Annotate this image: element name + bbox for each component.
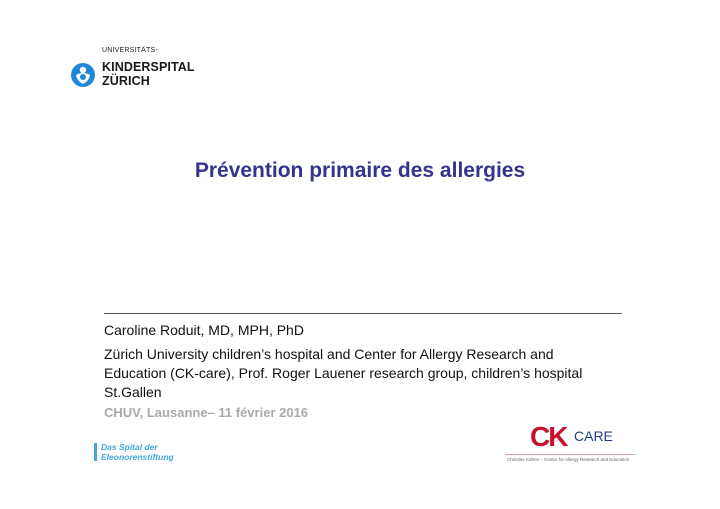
footer-accent-bar [94,443,97,461]
logo-line1: KINDERSPITAL [102,60,195,74]
author-name: Caroline Roduit, MD, MPH, PhD [104,322,304,338]
logo-top-text: UNIVERSITÄTS- [102,47,158,54]
ck-care-subtitle: Christine Kühne – Center for Allergy Research and Education [507,457,630,462]
event-info: CHUV, Lausanne– 11 février 2016 [104,405,309,420]
footer-line2: Eleonorenstiftung [101,451,174,462]
ck-care-rule [505,454,635,455]
author-affiliation: Zürich University children’s hospital and Center for Allergy Research and Education (CK-care), Prof. Roger Lauener research group, children’s hospital St.Gallen [104,346,583,400]
kinderspital-logo [70,47,210,95]
logo-line2: ZÜRICH [102,74,150,88]
slide-title: Prévention primaire des allergies [194,159,526,182]
ck-word-text: CARE [574,428,613,444]
ck-care-mark [530,420,620,450]
footer-line1: Das Spital der [101,442,158,452]
ck-mark-text: CK [530,421,567,450]
ck-care-logo [505,418,635,464]
footer-text [101,443,174,462]
kinderspital-icon [70,62,96,88]
divider [104,313,622,314]
